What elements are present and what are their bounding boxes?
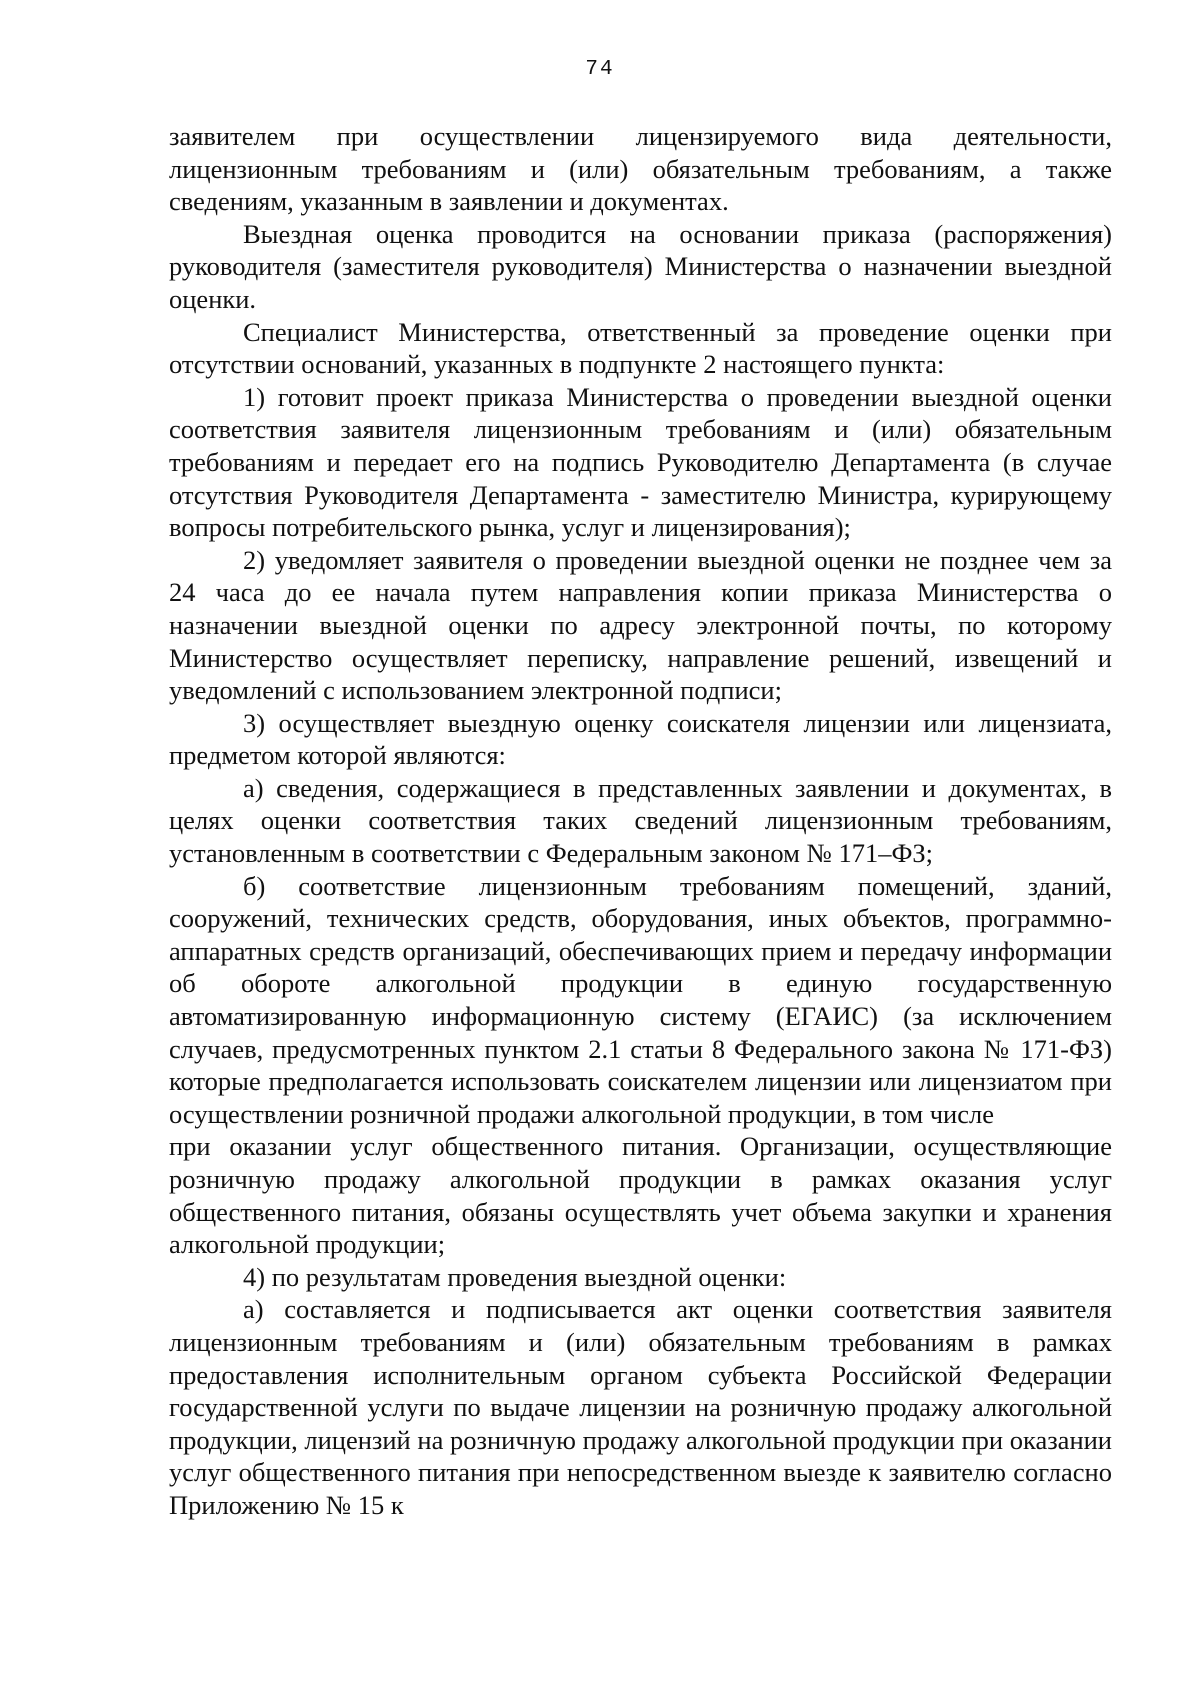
list-item-1: 1) готовит проект приказа Министерства о проведении выездной оценки соответствия заявителя лицензионным требованиям и (или) обязательным требованиям и передает его на подпись Руководителю Департамента (в случае отсутствия Руководителя Департамента - заместителю Министра, курирующему вопросы потребительского рынка, услуг и лицензирования); <box>169 381 1112 543</box>
list-item-2: 2) уведомляет заявителя о проведении выездной оценки не позднее чем за 24 часа до ее начала путем направления копии приказа Министерства о назначении выездной оценки по адресу электронной почты, по которому Министерство осуществляет переписку, направление решений, извещений и уведомлений с использованием электронной подписи; <box>169 544 1112 706</box>
document-body <box>169 120 1112 1522</box>
list-item-4a: а) составляется и подписывается акт оценки соответствия заявителя лицензионным требованиям и (или) обязательным требованиям в рамках предоставления исполнительным органом субъекта Российской Федерации государственной услуги по выдаче лицензии на розничную продажу алкогольной продукции, лицензий на розничную продажу алкогольной продукции при оказании услуг общественного питания при непосредственном выезде к заявителю согласно Приложению № 15 к <box>169 1294 1112 1520</box>
paragraph-continuation: заявителем при осуществлении лицензируемого вида деятельности, лицензионным требованиям и (или) обязательным требованиям, а также сведениям, указанным в заявлении и документах. <box>169 121 1112 217</box>
page-number: 74 <box>585 58 615 81</box>
paragraph-specialist-duties: Специалист Министерства, ответственный за проведение оценки при отсутствии оснований, указанных в подпункте 2 настоящего пункта: <box>169 316 1112 380</box>
list-item-3b: б) соответствие лицензионным требованиям помещений, зданий, сооружений, технических средств, оборудования, иных объектов, программно-аппаратных средств организаций, обеспечивающих прием и передачу информации об обороте алкогольной продукции в единую государственную автоматизированную информационную систему (ЕГАИС) (за исключением случаев, предусмотренных пунктом 2.1 статьи 8 Федерального закона № 171-ФЗ) которые предполагается использовать соискателем лицензии или лицензиатом при осуществлении розничной продажи алкогольной продукции, в том числе <box>169 870 1112 1129</box>
list-item-3: 3) осуществляет выездную оценку соискателя лицензии или лицензиата, предметом которой являются: <box>169 707 1112 771</box>
list-item-3a: а) сведения, содержащиеся в представленных заявлении и документах, в целях оценки соответствия таких сведений лицензионным требованиям, установленным в соответствии с Федеральным законом № 171–ФЗ; <box>169 772 1112 869</box>
list-item-4: 4) по результатам проведения выездной оценки: <box>243 1261 787 1292</box>
list-item-3b-continuation: при оказании услуг общественного питания. Организации, осуществляющие розничную продажу алкогольной продукции в рамках оказания услуг общественного питания, обязаны осуществлять учет объема закупки и хранения алкогольной продукции; <box>169 1131 1112 1260</box>
paragraph-field-assessment-basis: Выездная оценка проводится на основании приказа (распоряжения) руководителя (заместителя руководителя) Министерства о назначении выездной оценки. <box>169 218 1112 314</box>
